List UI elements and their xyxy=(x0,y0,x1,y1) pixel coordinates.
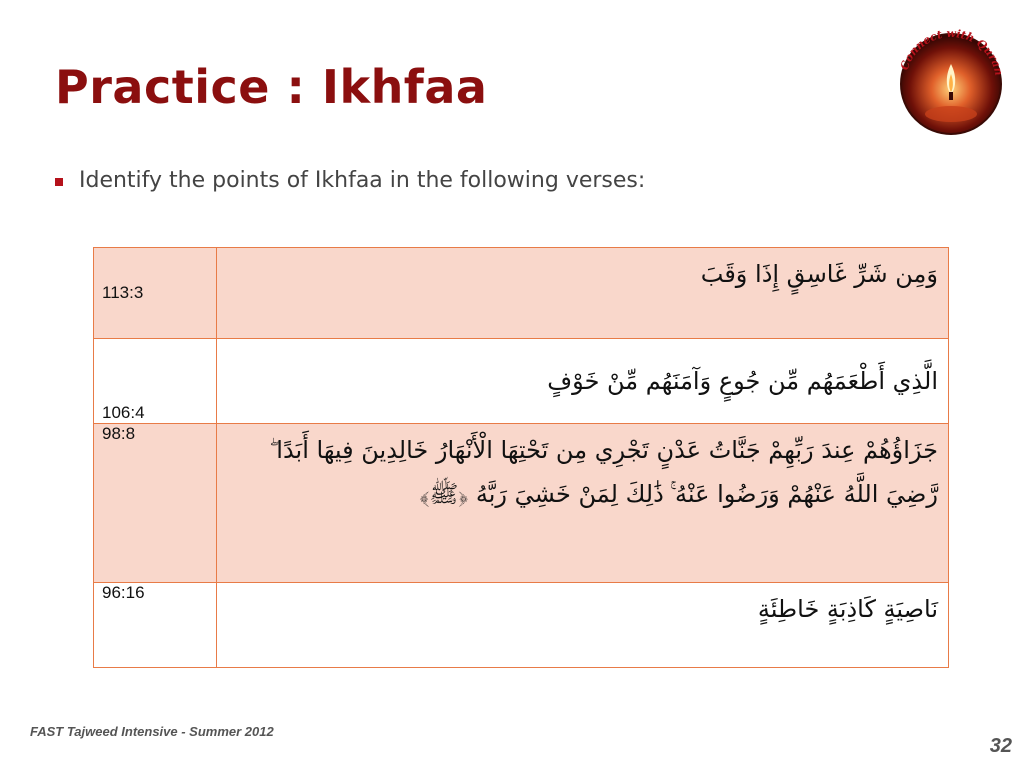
verse-text: نَاصِيَةٍ كَاذِبَةٍ خَاطِئَةٍ xyxy=(217,583,949,668)
instruction-text: Identify the points of Ikhfaa in the following verses: xyxy=(79,168,646,193)
verse-reference: 113:3 xyxy=(94,248,217,339)
verse-text: جَزَاؤُهُمْ عِندَ رَبِّهِمْ جَنَّاتُ عَدْنٍ تَجْرِي مِن تَحْتِهَا الْأَنْهَارُ خَالِدِينَ فِيهَا أَبَدًا ۖ رَّضِيَ اللَّهُ عَنْهُمْ وَرَضُوا عَنْهُ ۚ ذَٰلِكَ لِمَنْ خَشِيَ رَبَّهُ ﴿ﷺ﴾ xyxy=(217,424,949,583)
verse-reference: 98:8 xyxy=(94,424,217,583)
verses-table xyxy=(93,247,949,668)
verse-text: الَّذِي أَطْعَمَهُم مِّن جُوعٍ وَآمَنَهُم مِّنْ خَوْفٍ xyxy=(217,339,949,424)
table-row xyxy=(94,248,949,339)
table-row xyxy=(94,583,949,668)
connect-with-quran-logo xyxy=(892,26,1010,138)
page-number: 32 xyxy=(989,735,1012,757)
verse-reference: 106:4 xyxy=(94,339,217,424)
table-row xyxy=(94,424,949,583)
slide-title: Practice : Ikhfaa xyxy=(55,60,488,114)
instruction-bullet xyxy=(55,168,645,193)
footer-text: FAST Tajweed Intensive - Summer 2012 xyxy=(30,724,274,739)
verse-reference: 96:16 xyxy=(94,583,217,668)
table-row xyxy=(94,339,949,424)
logo-text: Connect with Quran xyxy=(897,26,1006,77)
square-bullet-icon xyxy=(55,178,63,186)
verse-text: وَمِن شَرِّ غَاسِقٍ إِذَا وَقَبَ xyxy=(217,248,949,339)
